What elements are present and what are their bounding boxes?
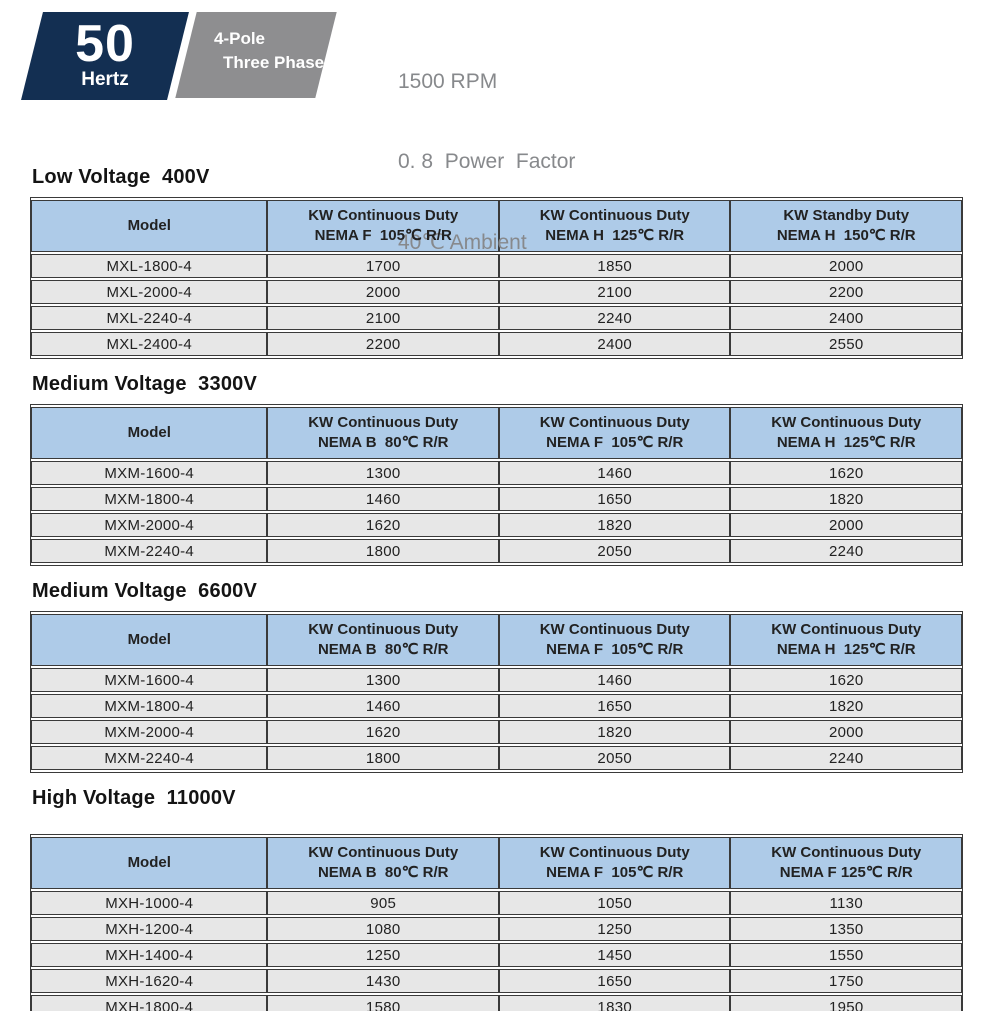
kw-value-cell: 1800 — [267, 746, 499, 770]
section-title-high-voltage: High Voltage 11000V — [32, 787, 236, 809]
kw-value-cell: 1430 — [267, 969, 499, 993]
model-column-header: Model — [31, 407, 267, 459]
model-cell: MXH-1200-4 — [31, 917, 267, 941]
kw-value-cell: 2000 — [730, 513, 962, 537]
table-row — [31, 746, 962, 770]
table-row — [31, 332, 962, 356]
table-row — [31, 539, 962, 563]
table-header — [31, 837, 962, 889]
model-cell: MXM-1600-4 — [31, 668, 267, 692]
model-cell: MXM-2000-4 — [31, 513, 267, 537]
section-medium-voltage-6600v — [30, 580, 963, 773]
kw-value-cell: 1700 — [267, 254, 499, 278]
duty-column-header: KW Continuous Duty NEMA F 125℃ R/R — [730, 837, 962, 889]
kw-value-cell: 1460 — [499, 461, 731, 485]
model-cell: MXM-1800-4 — [31, 487, 267, 511]
rpm-spec: 1500 RPM — [398, 69, 498, 93]
kw-value-cell: 1950 — [730, 995, 962, 1011]
table-body — [31, 891, 962, 1011]
kw-value-cell: 2050 — [499, 746, 731, 770]
header-row — [31, 407, 962, 459]
duty-column-header: KW Continuous Duty NEMA F 105℃ R/R — [267, 200, 499, 252]
kw-value-cell: 1460 — [499, 668, 731, 692]
kw-value-cell: 2240 — [499, 306, 731, 330]
table-row — [31, 891, 962, 915]
duty-column-header: KW Continuous Duty NEMA F 105℃ R/R — [499, 837, 731, 889]
pole-phase-badge — [175, 12, 336, 98]
kw-value-cell: 1250 — [499, 917, 731, 941]
frequency-badge-content — [32, 12, 178, 100]
model-column-header: Model — [31, 837, 267, 889]
duty-column-header: KW Continuous Duty NEMA F 105℃ R/R — [499, 407, 731, 459]
duty-column-header: KW Continuous Duty NEMA B 80℃ R/R — [267, 837, 499, 889]
kw-value-cell: 1650 — [499, 487, 731, 511]
table-row — [31, 487, 962, 511]
duty-column-header: KW Continuous Duty NEMA H 125℃ R/R — [730, 614, 962, 666]
kw-value-cell: 1650 — [499, 969, 731, 993]
kw-value-cell: 1830 — [499, 995, 731, 1011]
medium-voltage-6600v-table — [30, 611, 963, 773]
kw-value-cell: 1850 — [499, 254, 731, 278]
model-cell: MXH-1800-4 — [31, 995, 267, 1011]
duty-column-header: KW Continuous Duty NEMA H 125℃ R/R — [499, 200, 731, 252]
kw-value-cell: 1130 — [730, 891, 962, 915]
duty-column-header: KW Continuous Duty NEMA B 80℃ R/R — [267, 407, 499, 459]
kw-value-cell: 2400 — [499, 332, 731, 356]
model-cell: MXM-2240-4 — [31, 746, 267, 770]
kw-value-cell: 1080 — [267, 917, 499, 941]
section-high-voltage-11000v — [30, 787, 963, 1011]
kw-value-cell: 1300 — [267, 461, 499, 485]
model-cell: MXL-2240-4 — [31, 306, 267, 330]
model-cell: MXL-2000-4 — [31, 280, 267, 304]
model-cell: MXL-2400-4 — [31, 332, 267, 356]
model-column-header: Model — [31, 200, 267, 252]
table-row — [31, 969, 962, 993]
table-row — [31, 917, 962, 941]
model-column-header: Model — [31, 614, 267, 666]
kw-value-cell: 2000 — [267, 280, 499, 304]
model-cell: MXL-1800-4 — [31, 254, 267, 278]
phase-label: Three Phase — [223, 52, 325, 72]
kw-value-cell: 2400 — [730, 306, 962, 330]
model-cell: MXM-2240-4 — [31, 539, 267, 563]
duty-column-header: KW Continuous Duty NEMA B 80℃ R/R — [267, 614, 499, 666]
kw-value-cell: 1820 — [730, 487, 962, 511]
model-cell: MXM-1800-4 — [31, 694, 267, 718]
duty-column-header: KW Continuous Duty NEMA H 125℃ R/R — [730, 407, 962, 459]
high-voltage-11000v-table — [30, 834, 963, 1011]
kw-value-cell: 1350 — [730, 917, 962, 941]
section-medium-voltage-3300v — [30, 373, 963, 566]
table-body — [31, 461, 962, 563]
kw-value-cell: 1450 — [499, 943, 731, 967]
kw-value-cell: 1250 — [267, 943, 499, 967]
section-title-low-voltage: Low Voltage 400V — [32, 166, 210, 188]
kw-value-cell: 905 — [267, 891, 499, 915]
duty-column-header: KW Standby Duty NEMA H 150℃ R/R — [730, 200, 962, 252]
frequency-value: 50 — [75, 14, 135, 73]
pole-label: 4-Pole — [214, 29, 266, 48]
kw-value-cell: 2100 — [499, 280, 731, 304]
header-row — [31, 837, 962, 889]
header-row — [31, 614, 962, 666]
model-cell: MXM-1600-4 — [31, 461, 267, 485]
table-row — [31, 668, 962, 692]
table-row — [31, 694, 962, 718]
table-body — [31, 668, 962, 770]
kw-value-cell: 1820 — [499, 720, 731, 744]
medium-voltage-3300v-table — [30, 404, 963, 566]
frequency-unit: Hertz — [81, 69, 129, 91]
kw-value-cell: 1820 — [499, 513, 731, 537]
kw-value-cell: 1620 — [267, 513, 499, 537]
section-title-medium-voltage-6600: Medium Voltage 6600V — [32, 580, 258, 602]
table-header — [31, 614, 962, 666]
table-row — [31, 513, 962, 537]
kw-value-cell: 1820 — [730, 694, 962, 718]
kw-value-cell: 2200 — [730, 280, 962, 304]
kw-value-cell: 2240 — [730, 746, 962, 770]
power-factor-spec: 0. 8 Power Factor — [398, 150, 576, 174]
kw-value-cell: 1550 — [730, 943, 962, 967]
model-cell: MXH-1620-4 — [31, 969, 267, 993]
operating-specs — [398, 12, 575, 311]
kw-value-cell: 2550 — [730, 332, 962, 356]
kw-value-cell: 2000 — [730, 720, 962, 744]
pole-phase-badge-content — [186, 12, 326, 98]
table-row — [31, 943, 962, 967]
kw-value-cell: 2000 — [730, 254, 962, 278]
kw-value-cell: 1460 — [267, 487, 499, 511]
kw-value-cell: 1650 — [499, 694, 731, 718]
model-cell: MXH-1400-4 — [31, 943, 267, 967]
kw-value-cell: 1620 — [267, 720, 499, 744]
model-cell: MXM-2000-4 — [31, 720, 267, 744]
section-title-medium-voltage-3300: Medium Voltage 3300V — [32, 373, 258, 395]
table-row — [31, 720, 962, 744]
kw-value-cell: 1580 — [267, 995, 499, 1011]
kw-value-cell: 2100 — [267, 306, 499, 330]
kw-value-cell: 1800 — [267, 539, 499, 563]
model-cell: MXH-1000-4 — [31, 891, 267, 915]
kw-value-cell: 1620 — [730, 668, 962, 692]
kw-value-cell: 2200 — [267, 332, 499, 356]
table-row — [31, 995, 962, 1011]
kw-value-cell: 1620 — [730, 461, 962, 485]
kw-value-cell: 2050 — [499, 539, 731, 563]
table-row — [31, 461, 962, 485]
kw-value-cell: 1460 — [267, 694, 499, 718]
table-header — [31, 407, 962, 459]
duty-column-header: KW Continuous Duty NEMA F 105℃ R/R — [499, 614, 731, 666]
kw-value-cell: 1050 — [499, 891, 731, 915]
kw-value-cell: 2240 — [730, 539, 962, 563]
kw-value-cell: 1300 — [267, 668, 499, 692]
kw-value-cell: 1750 — [730, 969, 962, 993]
frequency-badge — [21, 12, 189, 100]
ambient-temp-spec: 40℃ Ambient — [398, 231, 527, 254]
